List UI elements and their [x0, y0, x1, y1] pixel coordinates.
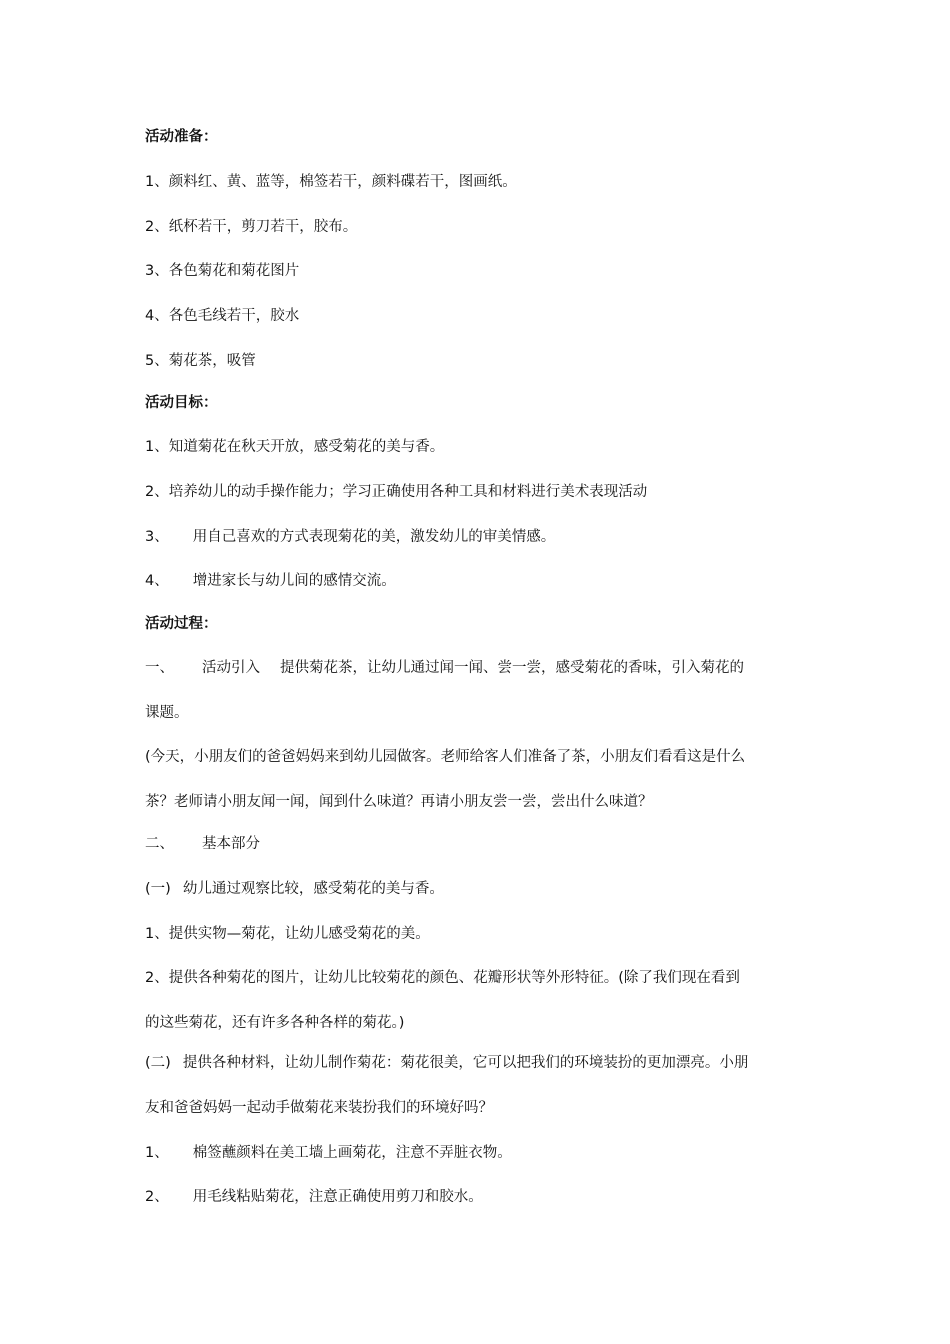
sub2-num-1: 1、	[145, 1145, 169, 1161]
part2-sub1-heading	[145, 879, 444, 899]
part1-num: 一、	[145, 660, 174, 676]
sub2-label: (二)	[145, 1055, 171, 1071]
sub1-item-2-line2: 的这些菊花，还有许多各种各样的菊花。)	[145, 1015, 405, 1031]
sub2-item-1	[145, 1143, 512, 1163]
sub2-text-1: 提供各种材料，让幼儿制作菊花：菊花很美，它可以把我们的环境装扮的更加漂亮。小朋	[182, 1055, 749, 1071]
part2-sub2-line1	[145, 1053, 748, 1073]
goal-text-4: 增进家长与幼儿间的感情交流。	[192, 573, 396, 589]
sub1-label: (一)	[145, 881, 171, 897]
process-part1-line2: 课题。	[145, 705, 189, 721]
goal-item-4	[145, 571, 396, 591]
goal-text-1: 知道菊花在秋天开放，感受菊花的美与香。	[168, 439, 445, 455]
goal-num-4: 4、	[145, 573, 169, 589]
part2-title: 基本部分	[202, 836, 260, 852]
sub2-text-item-1: 棉签蘸颜料在美工墙上画菊花，注意不弄脏衣物。	[192, 1145, 512, 1161]
part1-title: 活动引入	[202, 660, 260, 676]
preparation-item-1: 1、颜料红、黄、蓝等，棉签若干，颜料碟若干，图画纸。	[145, 174, 517, 190]
part1-text-1: 提供菊花茶，让幼儿通过闻一闻、尝一尝，感受菊花的香味，引入菊花的	[280, 660, 744, 676]
sub1-item-2-line1: 2、提供各种菊花的图片，让幼儿比较菊花的颜色、花瓣形状等外形特征。(除了我们现在看到	[145, 970, 740, 986]
sub1-text: 幼儿通过观察比较，感受菊花的美与香。	[182, 881, 444, 897]
process-part1-line1	[145, 658, 744, 678]
goal-item-2	[145, 482, 647, 502]
goal-num-3: 3、	[145, 529, 169, 545]
goal-item-3	[145, 527, 555, 547]
process-part1-quote-1: (今天，小朋友们的爸爸妈妈来到幼儿园做客。老师给客人们准备了茶，小朋友们看看这是什么	[145, 749, 746, 765]
goal-num-2: 2、	[145, 484, 169, 500]
goal-item-1	[145, 437, 444, 457]
preparation-item-3: 3、各色菊花和菊花图片	[145, 263, 300, 279]
preparation-item-4: 4、各色毛线若干，胶水	[145, 308, 300, 324]
heading-goals: 活动目标：	[145, 395, 218, 411]
part2-num: 二、	[145, 836, 174, 852]
preparation-item-2: 2、纸杯若干，剪刀若干，胶布。	[145, 219, 358, 235]
part2-sub2-line2: 友和爸爸妈妈一起动手做菊花来装扮我们的环境好吗？	[145, 1100, 493, 1116]
process-part2-heading	[145, 834, 260, 854]
goal-text-2: 培养幼儿的动手操作能力；学习正确使用各种工具和材料进行美术表现活动	[168, 484, 648, 500]
goal-num-1: 1、	[145, 439, 169, 455]
process-part1-quote-2: 茶？老师请小朋友闻一闻，闻到什么味道？再请小朋友尝一尝，尝出什么味道？	[145, 794, 653, 810]
sub2-text-item-2: 用毛线粘贴菊花，注意正确使用剪刀和胶水。	[192, 1189, 483, 1205]
sub1-item-1: 1、提供实物—菊花，让幼儿感受菊花的美。	[145, 926, 430, 942]
heading-preparation: 活动准备：	[145, 129, 218, 145]
preparation-item-5: 5、菊花茶，吸管	[145, 353, 256, 369]
heading-process: 活动过程：	[145, 616, 218, 632]
sub2-item-2	[145, 1187, 483, 1207]
goal-text-3: 用自己喜欢的方式表现菊花的美，激发幼儿的审美情感。	[192, 529, 556, 545]
sub2-num-2: 2、	[145, 1189, 169, 1205]
